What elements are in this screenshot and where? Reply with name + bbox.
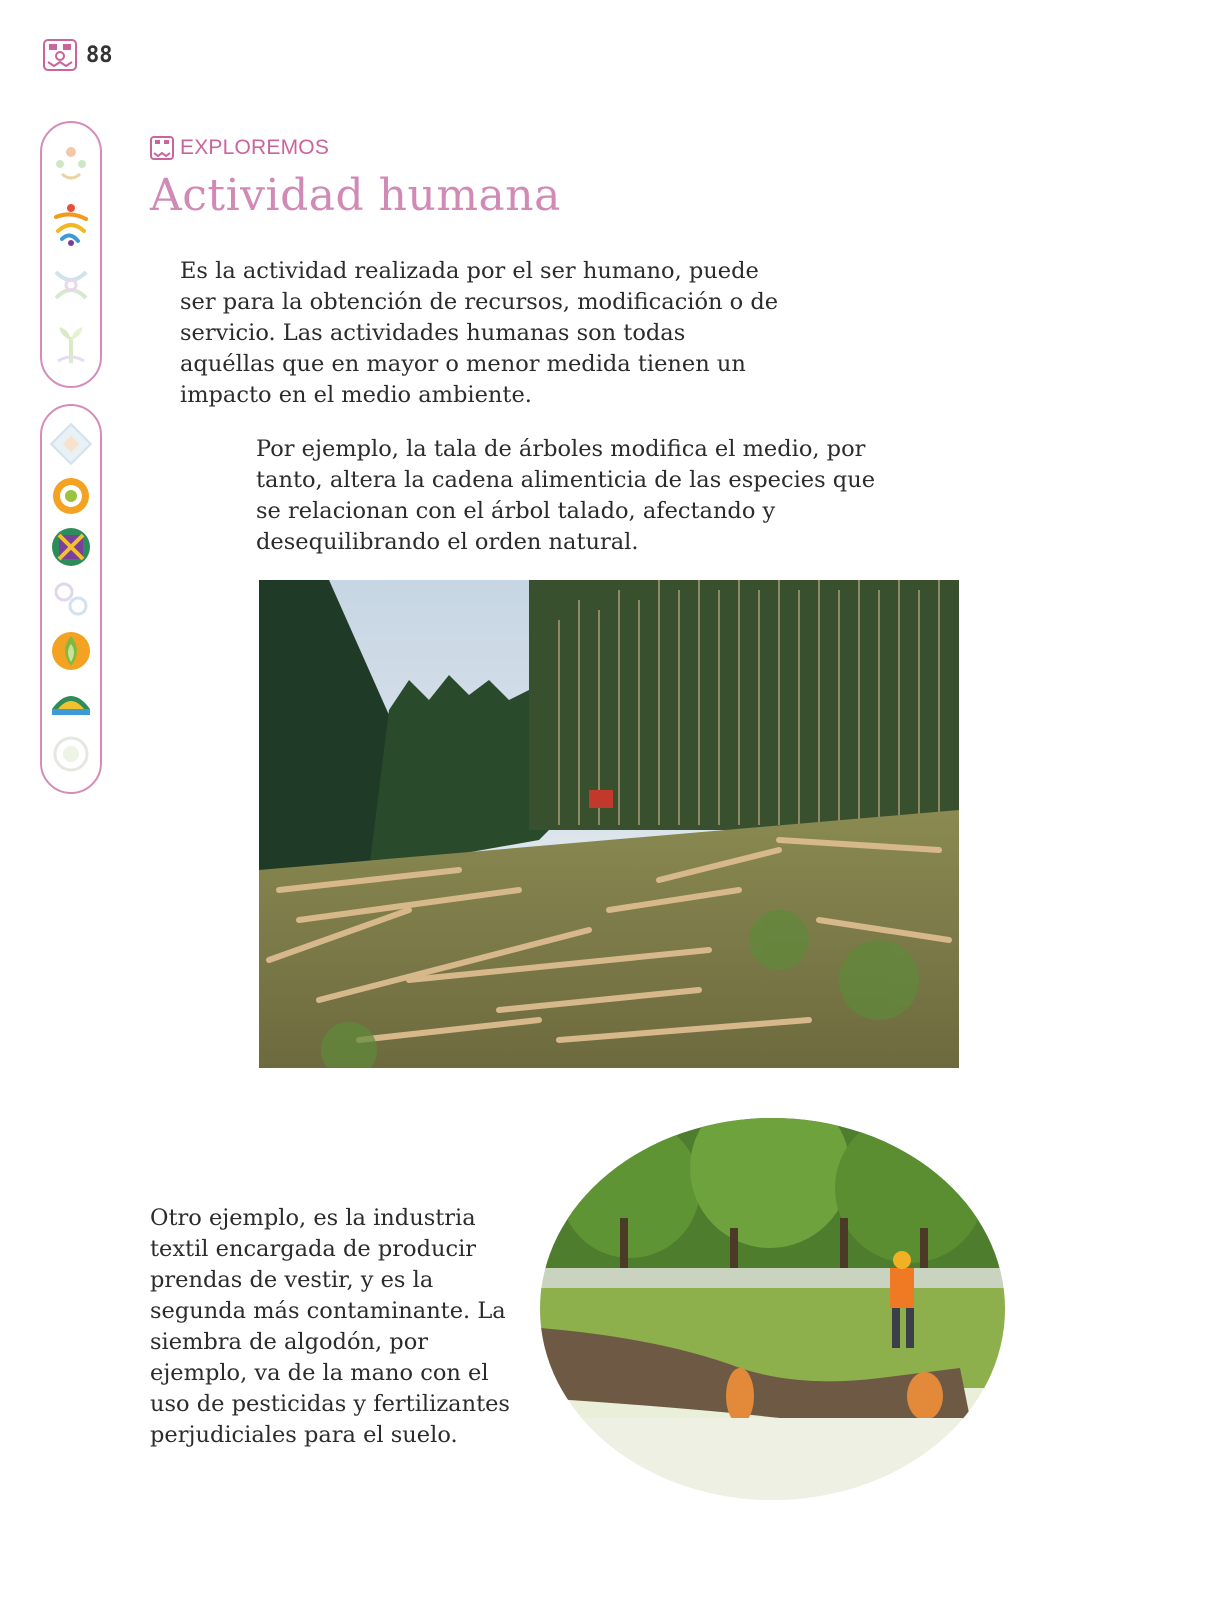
page-header — [42, 38, 113, 72]
page-number: 88 — [86, 42, 113, 68]
section-label-text: EXPLOREMOS — [180, 136, 330, 159]
dancing-figures-icon — [48, 201, 94, 247]
green-mound-icon — [48, 679, 94, 725]
paragraph-example-logging: Por ejemplo, la tala de árboles modifica el medio, por tanto, altera la cadena alimenticia de las especies que se relacionan con el árbol talado, afectando y desequilibrando el orden natural. — [256, 436, 876, 555]
paragraph-intro: Es la actividad realizada por el ser humano, puede ser para la obtención de recursos, modificación o de servicio. Las actividades humanas son todas aquéllas que en mayor o menor medida tienen un impacto en el medio ambiente. — [180, 258, 779, 408]
green-cross-emblem-icon — [48, 524, 94, 570]
logging-photo — [259, 580, 959, 1068]
faded-rings-icon — [48, 576, 94, 622]
page-title: Actividad humana — [150, 170, 561, 221]
faded-circle-ornament-icon — [48, 140, 94, 186]
glyph-ornament-icon — [150, 136, 174, 160]
section-label — [150, 136, 329, 160]
paragraph-example-textile: Otro ejemplo, es la industria textil encargada de producir prendas de vestir, y es la segunda más contaminante. La siembra de algodón, por ejemplo, va de la mano con el uso de pesticidas y fertilizantes perjudiciales para el suelo. — [150, 1205, 510, 1448]
faded-diamond-icon — [48, 421, 94, 467]
faded-leaf-figure-icon — [48, 323, 94, 369]
sidebar-rail-bottom — [40, 404, 102, 794]
green-flame-icon — [48, 628, 94, 674]
felled-tree-photo — [540, 1118, 1005, 1500]
faded-knot-icon — [48, 262, 94, 308]
faded-swirl-icon — [48, 731, 94, 777]
sidebar-rail-top — [40, 121, 102, 388]
glyph-ornament-icon — [42, 38, 78, 72]
orange-spiral-icon — [48, 473, 94, 519]
